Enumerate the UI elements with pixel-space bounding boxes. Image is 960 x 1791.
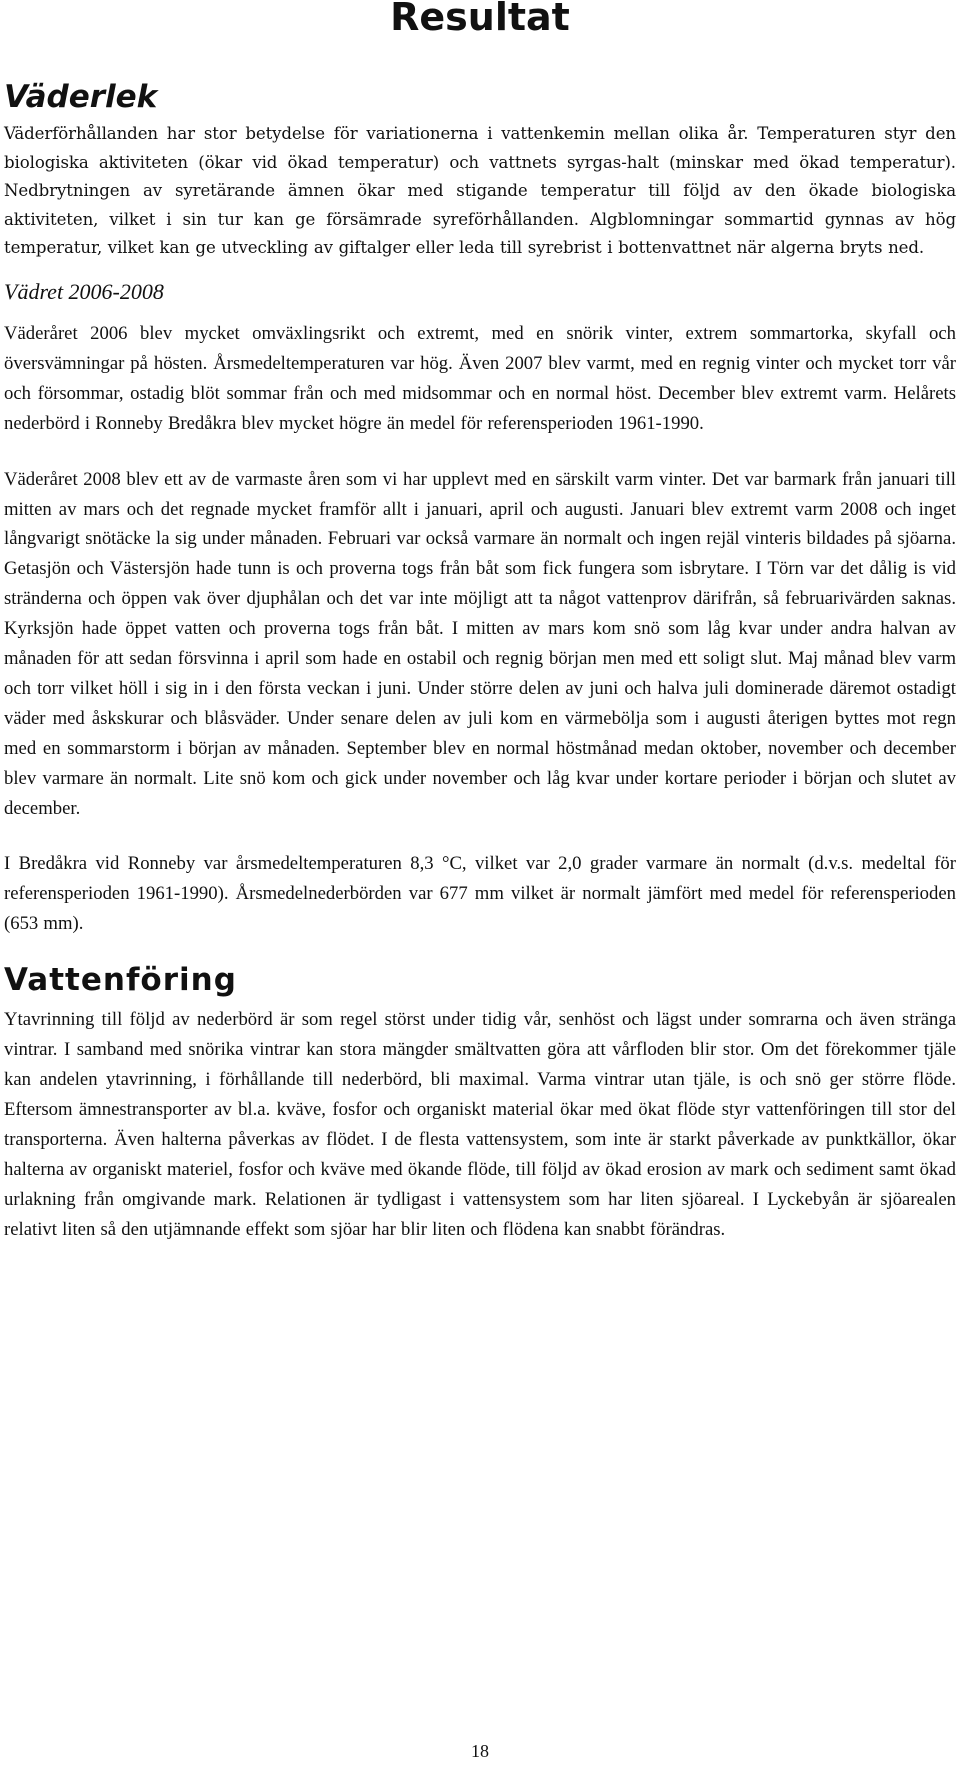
weather-paragraph-2006-2007: Väderåret 2006 blev mycket omväxlingsrikt och extremt, med en snörik vinter, extrem sommartorka, skyfall och översvämningar på hösten. Årsmedeltemperaturen var hög. Även 2007 blev varmt, med en regnig vinter och mycket torr vår och försommar, ostadig blöt sommar från och med midsommar och en normal höst. December blev extremt varm. Helårets nederbörd i Ronneby Bredåkra blev mycket högre än medel för referensperioden 1961-1990. <box>4 322 956 434</box>
weather-section <box>4 80 956 939</box>
flow-heading: Vattenföring <box>4 962 237 999</box>
flow-paragraph: Ytavrinning till följd av nederbörd är som regel störst under tidig vår, senhöst och lägst under somrarna och även stränga vintrar. I samband med snörika vintrar kan stora mängder smältvatten göra att vårfloden blir stor. Om det förekommer tjäle kan andelen ytavrinning, i förhållande till nederbörd, bli maximal. Varma vintrar utan tjäle, is och snö ger större flöde. Eftersom ämnestransporter av bl.a. kväve, fosfor och organiskt material ökar med ökat flöde styr vattenföringen till stor del transporterna. Även halterna påverkas av flödet. I de flesta vattensystem, som inte är starkt påverkade av punktkällor, ökar halterna av organiskt materiel, fosfor och kväve med ökande flöde, till följd av ökad erosion av mark och sediment samt ökad urlakning från omgivande mark. Relationen är tydligast i vattensystem som har liten sjöareal. I Lyckebyån är sjöarealen relativt liten så den utjämnande effekt som sjöar har blir liten och flödena kan snabbt förändras. <box>4 1009 956 1240</box>
page-number: 18 <box>471 1741 489 1761</box>
weather-heading: Väderlek <box>4 79 158 115</box>
weather-intro-paragraph: Väderförhållanden har stor betydelse för variationerna i vattenkemin mellan olika år. Temperaturen styr den biologiska aktiviteten (ökar vid ökad temperatur) och vattnets syrgas-halt (minskar med ökad temperatur). Nedbrytningen av syretärande ämnen ökar med stigande temperatur till följd av den ökade biologiska aktiviteten, vilket i sin tur kan ge försämrade syreförhållanden. Algblomningar sommartid gynnas av hög temperatur, vilket kan ge utveckling av giftalger eller leda till syrebrist i bottenvattnet när algerna bryts ned. <box>4 124 956 258</box>
page-title: Resultat <box>390 0 570 39</box>
weather-paragraph-2008: Väderåret 2008 blev ett av de varmaste åren som vi har upplevt med en särskilt varm vinter. Det var barmark från januari till mitten av mars och det regnade mycket framför allt i januari, april och augusti. Januari blev extremt varm 2008 och inget långvarigt snötäcke la sig under månaden. Februari var också varmare än normalt och ingen rejäl vinteris bildades på sjöarna. Getasjön och Västersjön hade tunn is och proverna togs från båt som fick fungera som isbrytare. I Törn var det dålig is vid stränderna och öppen vak över djuphålan och det var inte möjligt att ta något vattenprov därifrån, så februarivärden saknas. Kyrksjön hade öppet vatten och proverna togs från båt. I mitten av mars kom snö som låg kvar under andra halvan av månaden för att sedan försvinna i april som hade en ostabil och regnig början men med ett soligt slut. Maj månad blev varm och torr vilket höll i sig in i den första veckan i juni. Under större delen av juni och halva juli dominerade däremot ostadigt väder med åskskurar och blåsväder. Under senare delen av juli kom en värmebölja som i augusti återigen byttes mot regn med en sommarstorm i början av månaden. September blev en normal höstmånad medan oktober, november och december blev varmare än normalt. Lite snö kom och gick under november och låg kvar under kortare perioder i början och slutet av december. <box>4 468 956 819</box>
weather-paragraph-bredakra: I Bredåkra vid Ronneby var årsmedeltemperaturen 8,3 °C, vilket var 2,0 grader varmare än normalt (d.v.s. medeltal för referensperioden 1961-1990). Årsmedelnederbörden var 677 mm vilket är normalt jämfört med medel för referensperioden (653 mm). <box>4 853 956 935</box>
weather-subheading: Vädret 2006-2008 <box>4 278 164 304</box>
flow-section <box>4 963 956 1244</box>
